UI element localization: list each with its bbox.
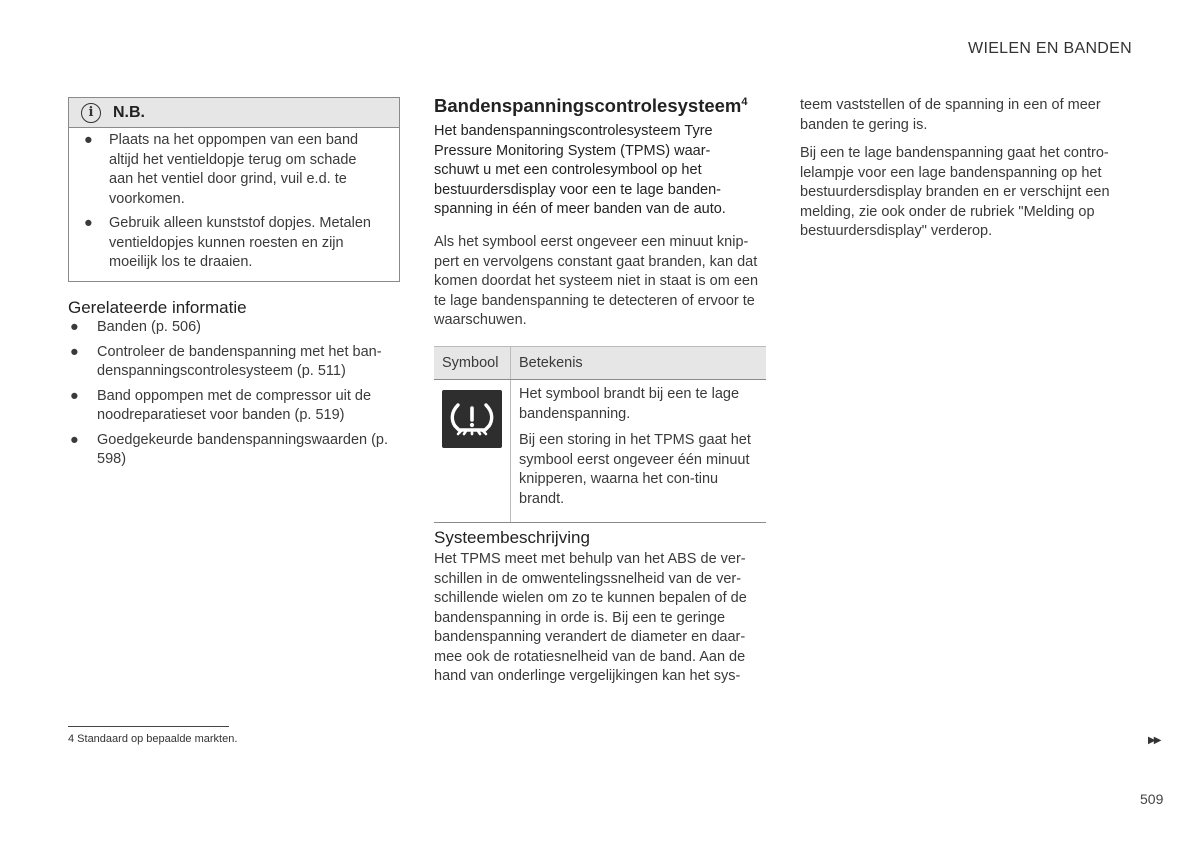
section-intro: Het bandenspanningscontrolesysteem Tyre Pressure Monitoring System (TPMS) waar-schuwt u met een controlesymbool op het bestuurdersdisplay voor een te lage banden-spanning in één of meer banden van de auto. bbox=[434, 123, 726, 217]
related-link[interactable] bbox=[68, 318, 398, 338]
symbol-cell bbox=[434, 380, 511, 523]
symbol-table bbox=[434, 346, 766, 523]
info-icon: i bbox=[81, 103, 101, 123]
related-info-list bbox=[68, 318, 398, 475]
footnote-divider bbox=[68, 726, 229, 727]
body-paragraph: teem vaststellen of de spanning in een of meer banden te gering is. bbox=[800, 97, 1101, 133]
related-link-text[interactable]: Band oppompen met de compressor uit de noodreparatieset voor banden (p. 519) bbox=[97, 387, 372, 423]
related-link[interactable] bbox=[68, 387, 398, 426]
note-item-text: Gebruik alleen kunststof dopjes. Metalen ventieldopjes kunnen roesten en zijn moeilijk los te draaien. bbox=[109, 215, 371, 270]
note-list bbox=[69, 131, 399, 273]
related-info-title: Gerelateerde informatie bbox=[68, 298, 247, 317]
meaning-text: Bij een storing in het TPMS gaat het symbool eerst ongeveer één minuut knipperen, waarna het con-tinu brandt. bbox=[519, 432, 751, 507]
table-header-row bbox=[434, 347, 766, 380]
bullet-icon: ● bbox=[70, 343, 79, 360]
note-item-text: Plaats na het oppompen van een band altijd het ventieldopje terug om schade aan het ventiel door grind, vuil e.d. te voorkomen. bbox=[109, 132, 359, 207]
related-link[interactable] bbox=[68, 343, 398, 382]
section-title bbox=[434, 95, 748, 117]
tpms-warning-icon bbox=[442, 390, 502, 448]
table-row bbox=[434, 380, 766, 523]
footnote-reference[interactable]: 4 bbox=[741, 95, 748, 108]
note-header bbox=[69, 98, 399, 128]
bullet-icon: ● bbox=[70, 431, 79, 448]
chapter-header: WIELEN EN BANDEN bbox=[968, 40, 1132, 57]
note-box bbox=[68, 97, 400, 282]
page-number: 509 bbox=[1140, 791, 1164, 807]
meaning-cell bbox=[511, 380, 767, 523]
column-header-meaning: Betekenis bbox=[511, 347, 767, 380]
related-link[interactable] bbox=[68, 431, 398, 470]
related-link-text[interactable]: Banden (p. 506) bbox=[97, 319, 201, 335]
note-title: N.B. bbox=[113, 103, 145, 121]
double-arrow-right-icon[interactable]: ▶▶ bbox=[1148, 735, 1160, 746]
body-paragraph: Als het symbool eerst ongeveer een minuut knip-pert en vervolgens constant gaat branden, kan dat komen doordat het systeem niet in staat is om een te lage bandenspanning te detecteren of ervoor te waarschuwen. bbox=[434, 234, 759, 328]
meaning-text: Het symbool brandt bij een te lage bandenspanning. bbox=[519, 386, 740, 422]
note-item bbox=[69, 131, 369, 209]
footnote-text: 4 Standaard op bepaalde markten. bbox=[68, 733, 238, 745]
related-link-text[interactable]: Controleer de bandenspanning met het ban-denspanningscontrolesysteem (p. 511) bbox=[97, 343, 382, 379]
bullet-icon: ● bbox=[84, 215, 93, 231]
bullet-icon: ● bbox=[70, 319, 79, 335]
body-paragraph: Het TPMS meet met behulp van het ABS de ver-schillen in de omwentelingssnelheid van de ver-schillende wielen om zo te kunnen bepalen of de bandenspanning in orde is. Bij een te geringe bandenspanning verandert de diameter en daar-mee ook de rotatiesnelheid van de band. Aan de hand van onderlinge vergelijkingen kan het sys- bbox=[434, 551, 747, 684]
subsection-title: Systeembeschrijving bbox=[434, 528, 590, 547]
bullet-icon: ● bbox=[70, 387, 79, 404]
body-paragraph: Bij een te lage bandenspanning gaat het contro-lelampje voor een lage bandenspanning op het bestuurdersdisplay branden en er verschijnt een melding, zie ook onder de rubriek "Melding op bestuurdersdisplay" verderop. bbox=[800, 145, 1110, 239]
column-header-symbol: Symbool bbox=[434, 347, 511, 380]
note-item bbox=[69, 214, 389, 273]
bullet-icon: ● bbox=[84, 132, 93, 148]
related-link-text[interactable]: Goedgekeurde bandenspanningswaarden (p. 598) bbox=[97, 431, 389, 467]
section-title-text: Bandenspanningscontrolesysteem bbox=[434, 95, 742, 116]
